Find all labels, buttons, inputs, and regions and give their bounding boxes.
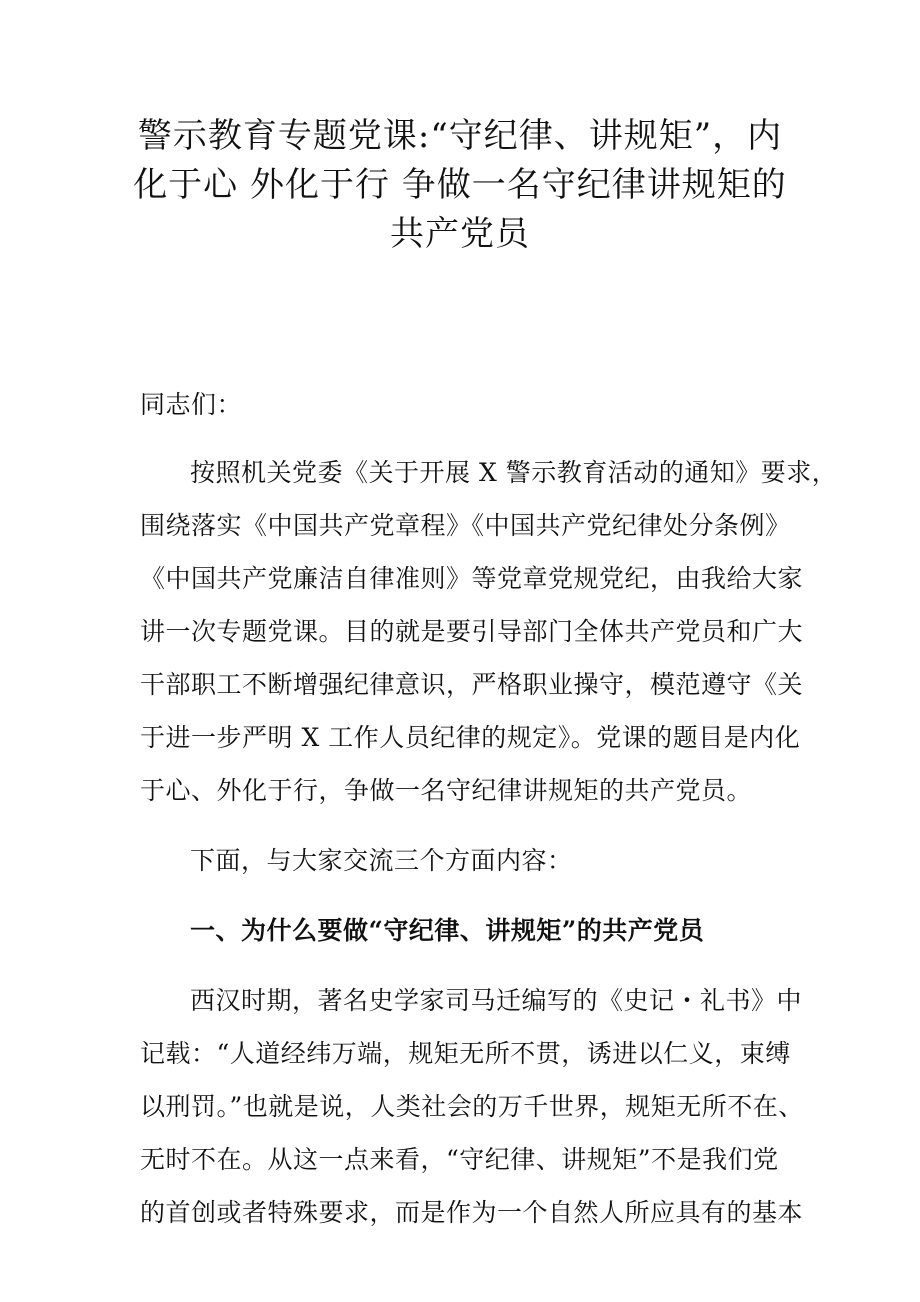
title-line: 化于心 外化于行 争做一名守纪律讲规矩的 <box>133 165 787 205</box>
title-line: 警示教育专题党课:“守纪律、讲规矩”，内 <box>137 116 783 156</box>
paragraph-line: 干部职工不断增强纪律意识，严格职业操守，模范遵守《关 <box>140 670 804 699</box>
paragraph-line: 围绕落实《中国共产党章程》《中国共产党纪律处分条例》 <box>140 511 791 540</box>
salutation: 同志们： <box>140 390 243 419</box>
paragraph-line: 下面，与大家交流三个方面内容： <box>190 846 573 875</box>
paragraph-line: 于进一步严明 X 工作人员纪律的规定》。党课的题目是内化 <box>140 723 801 752</box>
section-heading: 一、为什么要做“守纪律、讲规矩”的共产党员 <box>190 916 705 945</box>
title-line: 共产党员 <box>390 214 530 254</box>
paragraph-line: 记载：“人道经纬万端，规矩无所不贯，诱进以仁义，束缚 <box>140 1039 791 1068</box>
paragraph-line: 《中国共产党廉洁自律准则》等党章党规党纪，由我给大家 <box>140 564 804 593</box>
paragraph-line: 西汉时期，著名史学家司马迁编写的《史记・礼书》中 <box>190 986 803 1015</box>
paragraph-line: 的首创或者特殊要求，而是作为一个自然人所应具有的基本 <box>140 1198 804 1227</box>
paragraph-line: 讲一次专题党课。目的就是要引导部门全体共产党员和广大 <box>140 617 804 646</box>
paragraph-line: 于心、外化于行，争做一名守纪律讲规矩的共产党员。 <box>140 776 753 805</box>
paragraph-line: 无时不在。从这一点来看，“守纪律、讲规矩”不是我们党 <box>140 1145 779 1174</box>
paragraph-line: 以刑罚。”也就是说，人类社会的万千世界，规矩无所不在、 <box>140 1092 804 1121</box>
document-title <box>130 112 790 259</box>
paragraph-line: 按照机关党委《关于开展 X 警示教育活动的通知》要求， <box>190 458 838 487</box>
